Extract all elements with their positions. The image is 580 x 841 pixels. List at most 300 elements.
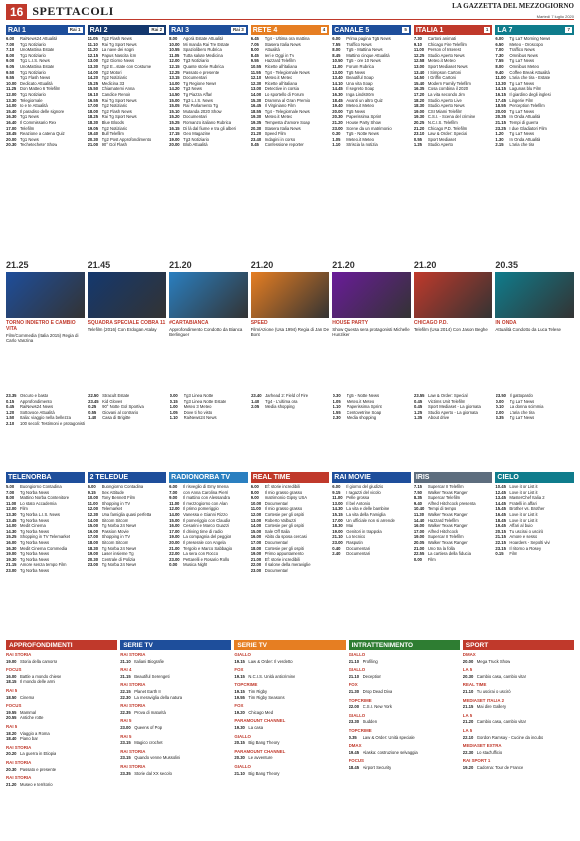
schedule-time: 12.25 <box>169 69 180 75</box>
schedule-title: La guerra in Etiopia <box>20 751 57 757</box>
schedule-title: Magico crochet <box>134 740 163 746</box>
spotlight-subtitle: Telefilm (Usa 2014) Con Jason Beghe <box>413 327 488 332</box>
schedule-time: 19.40 <box>332 103 343 109</box>
schedule-time: 15.40 <box>6 108 17 114</box>
schedule-time: 20.15 <box>234 740 245 746</box>
schedule-title: Forum Rubrica <box>346 63 374 69</box>
schedule-title: Big Bang Theory <box>248 740 280 746</box>
schedule-time: 15.25 <box>87 80 99 86</box>
schedule-time: 14.40 <box>413 517 425 523</box>
schedule-title: Il bel Antonio <box>346 500 371 506</box>
schedule-title: Telemarket <box>101 506 123 512</box>
schedule-title: Ricette all'italiana <box>264 80 298 86</box>
channel-column <box>332 472 411 632</box>
schedule-title: Paperissima Sprint <box>346 404 382 410</box>
schedule-time: 1.25 <box>414 409 423 415</box>
schedule-item <box>6 751 117 757</box>
category-channel: RAI STORIA <box>120 682 146 688</box>
schedule-title: La vita secondo Jim <box>427 91 465 97</box>
channel-column <box>332 25 411 245</box>
schedule-title: Tempesta d'amore Soap <box>264 119 310 125</box>
schedule-title: Meteo.it Meteo <box>264 114 293 120</box>
schedule-title: Traffico News <box>509 47 535 53</box>
schedule-list <box>349 704 460 710</box>
category-channel: RAI STORIA <box>120 763 146 769</box>
category-column <box>234 640 345 838</box>
schedule-title: Stasera Italia News <box>264 41 301 47</box>
channel-column <box>6 25 85 245</box>
schedule-item <box>6 695 117 701</box>
schedule-time: 16.00 <box>169 523 180 529</box>
category-channel: LA 5 <box>462 712 473 718</box>
schedule-title: con Anna Carolina Pierri <box>183 489 229 495</box>
schedule-list <box>6 659 117 665</box>
schedule-title: Tg Norba News <box>20 528 50 534</box>
schedule-time: 15.30 <box>250 97 262 103</box>
schedule-time: 7.50 <box>413 489 422 495</box>
schedule-time: 18.50 <box>6 694 17 700</box>
schedule-title: Supercar Telefilm <box>427 495 461 501</box>
schedule-time: 19.00 <box>6 658 17 664</box>
channel-column <box>251 25 330 245</box>
schedule-title: Quando venne Mussolini <box>134 755 181 761</box>
schedule-time: 18.45 <box>6 131 17 137</box>
spotlight-card <box>251 260 330 390</box>
schedule-title: 90° Gol Flash <box>101 142 127 148</box>
schedule-time: 0.00 <box>169 393 178 398</box>
schedule-time: 20.55 <box>6 715 17 721</box>
category-section <box>463 682 574 694</box>
schedule-title: Lo tecnico <box>346 534 366 540</box>
schedule-time: 1.10 <box>332 404 341 410</box>
channel-name: RADIONORBA TV <box>171 474 230 481</box>
schedule-title: La sera con Rocco <box>183 551 219 557</box>
schedule-list <box>463 674 574 680</box>
category-body <box>349 652 460 838</box>
schedule-list <box>332 484 411 632</box>
schedule-time: 23.00 <box>332 125 343 131</box>
schedule-time: 8.00 <box>6 52 15 58</box>
schedule-title: Mega Truck Show <box>476 658 511 664</box>
schedule-title: Chiamatemi Anna <box>101 86 135 92</box>
schedule-title: Tg5 - Notte News <box>346 393 380 398</box>
category-body <box>6 652 117 838</box>
schedule-time: 22.50 <box>88 393 99 398</box>
schedule-time: 18.00 <box>87 539 99 545</box>
spotlight-time: 21.20 <box>332 260 355 270</box>
schedule-time: 20.25 <box>413 119 425 125</box>
spotlight-image <box>495 272 574 318</box>
schedule-title: Il preserale con Angela <box>183 539 226 545</box>
schedule-title: Ef: storie incredibili <box>264 556 300 562</box>
schedule-list <box>6 674 117 685</box>
category-section <box>349 667 460 679</box>
schedule-title: Lo sportello di Forum <box>264 91 305 97</box>
schedule-title: Reazione a catena Quiz <box>20 131 65 137</box>
schedule-time: 19.55 <box>6 709 17 715</box>
schedule-item <box>496 415 574 421</box>
schedule-time: 22.10 <box>462 734 474 740</box>
schedule-time: 20.00 <box>495 108 506 114</box>
schedule-time: 13.45 <box>495 495 506 501</box>
schedule-time: 11.00 <box>250 506 261 512</box>
schedule-time: 10.50 <box>332 58 343 64</box>
channel-column-late <box>251 392 329 467</box>
schedule-time: 8.00 <box>6 495 15 501</box>
schedule-time: 18.30 <box>332 523 343 529</box>
schedule-time: 11.05 <box>169 52 180 58</box>
category-section <box>234 749 345 761</box>
schedule-time: 23.30 <box>348 719 360 725</box>
category-section <box>463 667 574 679</box>
schedule-item <box>6 568 85 574</box>
category-channel: PARAMOUNT CHANNEL <box>234 718 286 724</box>
schedule-time: 12.00 <box>87 506 99 512</box>
spotlight-image <box>88 272 167 318</box>
schedule-time: 13.30 <box>6 97 17 103</box>
schedule-title: Tg La7 News <box>509 108 535 114</box>
schedule-title: Meteo.it Meteo <box>264 75 293 81</box>
schedule-time: 16.30 <box>6 114 17 120</box>
schedule-list <box>349 719 460 725</box>
schedule-time: 19.15 <box>234 658 245 664</box>
schedule-time: 18.25 <box>87 114 99 120</box>
schedule-item <box>349 689 460 695</box>
schedule-list <box>333 393 411 467</box>
masthead-name: LA GAZZETTA DEL MEZZOGIORNO <box>452 2 574 10</box>
schedule-title: Stracult Estate <box>102 393 130 398</box>
schedule-time: 21.20 <box>6 781 17 787</box>
schedule-title: Stasera Italia News <box>264 125 301 131</box>
schedule-time: 20.30 <box>6 766 17 772</box>
schedule-title: Law & Order: Il verdetto <box>248 658 293 664</box>
schedule-item <box>234 755 345 761</box>
schedule-title: Rai Parlamento Tg <box>183 103 218 109</box>
channel-header <box>6 472 85 483</box>
schedule-title: Studio Aperto Live <box>427 97 462 103</box>
schedule-time: 7.00 <box>6 489 15 495</box>
schedule-title: Love it or List it <box>509 517 538 523</box>
category-channel: GIALLO <box>234 652 251 657</box>
schedule-title: Tg2 Notiziario <box>101 103 128 109</box>
schedule-time: 21.30 <box>348 688 360 694</box>
schedule-item <box>463 704 574 710</box>
spotlight-title: HOUSE PARTY <box>332 320 369 326</box>
schedule-title: Tg2 Giorno News <box>101 58 135 64</box>
schedule-list <box>88 484 167 632</box>
channel-column <box>495 472 574 632</box>
schedule-title: Le avventure <box>248 755 273 761</box>
schedule-time: 21.10 <box>332 534 343 540</box>
schedule-title: Striscia la notizia <box>346 142 378 148</box>
categories <box>6 640 574 838</box>
schedule-title: Tg2 Notiziario <box>101 125 128 131</box>
schedule-time: 21.00 <box>169 545 180 551</box>
channel-name: LA 7 <box>497 26 513 34</box>
schedule-list <box>234 689 345 700</box>
schedule-title: Tg2 E...state con Costume <box>101 63 152 69</box>
category-channel: TOPCRIME <box>234 682 258 688</box>
schedule-time: 13.00 <box>332 500 343 506</box>
schedule-time: 8.00 <box>169 36 178 41</box>
schedule-time: 0.00 <box>169 562 178 568</box>
schedule-title: Person of Interest <box>427 47 461 53</box>
schedule-time: 8.45 <box>250 52 259 58</box>
schedule-title: Bull Telefilm <box>101 131 124 137</box>
schedule-list <box>463 704 574 710</box>
schedule-item <box>349 765 460 771</box>
schedule-title: Meteo.it Meteo <box>346 136 374 142</box>
schedule-time: 9.40 <box>413 500 422 506</box>
schedule-time: 20.30 <box>250 125 262 131</box>
schedule-title: Attualità <box>264 47 280 53</box>
schedule-time: 10.55 <box>250 63 262 69</box>
schedule-title: Il paradiso delle signore <box>20 108 65 114</box>
schedule-title: Pettarelli e Rosario Rollo <box>183 556 230 562</box>
schedule-title: Il ritorno a Rosey <box>509 545 542 551</box>
category-section <box>463 743 574 755</box>
schedule-list <box>6 484 85 632</box>
section-title: SPETTACOLI <box>32 4 114 18</box>
schedule-time: 7.55 <box>332 41 341 47</box>
schedule-time: 19.35 <box>250 119 262 125</box>
category-channel: DMAX <box>462 652 476 657</box>
schedule-time: 0.25 <box>88 404 97 410</box>
category-header: SERIE TV <box>234 640 345 650</box>
spotlight-card <box>6 260 85 390</box>
schedule-title: House Party Show <box>346 119 381 125</box>
schedule-title: Uno tra la folla <box>427 545 455 551</box>
schedule-time: 15.00 <box>169 97 180 103</box>
schedule-list <box>414 484 493 632</box>
category-channel: RAI STORIA <box>6 744 32 750</box>
category-channel: LA 5 <box>462 667 473 673</box>
schedule-time: 12.00 <box>6 91 17 97</box>
schedule-time: 9.00 <box>6 58 15 64</box>
schedule-title: 100 secoli: Testimoni e protagonisti <box>20 420 86 426</box>
schedule-time: 16.00 <box>6 539 17 545</box>
schedule-title: Rasputin <box>346 539 363 545</box>
schedule-title: Tim Rigby <box>248 688 268 694</box>
schedule-item <box>333 415 411 421</box>
channel-header <box>332 25 411 35</box>
schedule-title: Approfondimento <box>20 398 52 404</box>
schedule-title: Ricette all'italiana <box>264 63 298 69</box>
schedule-time: 0.15 <box>6 398 15 404</box>
schedule-time: 7.10 <box>6 47 15 53</box>
schedule-list <box>234 740 345 746</box>
schedule-title: Viaggio a Roma <box>20 730 50 736</box>
schedule-time: 19.45 <box>495 523 506 529</box>
schedule-title: Avanti un altro Quiz <box>346 97 383 103</box>
schedule-title: Il mondo delle armi <box>20 679 56 685</box>
schedule-time: 6.00 <box>6 36 15 41</box>
schedule-title: Jarhead 2: Field of Fire <box>265 393 309 398</box>
schedule-time: 22.15 <box>120 688 131 694</box>
schedule-title: Perception Telefilm <box>509 103 545 109</box>
schedule-time: 13.00 <box>413 63 425 69</box>
schedule-item <box>120 695 231 701</box>
schedule-item <box>120 740 231 746</box>
schedule-time: 11.00 <box>495 75 506 81</box>
schedule-time: 14.45 <box>495 500 506 506</box>
schedule-time: 18.15 <box>6 679 17 685</box>
schedule-time: 21.20 <box>413 125 425 131</box>
schedule-time: 14.50 <box>169 91 180 97</box>
schedule-title: Il Virginiano Film <box>264 103 296 109</box>
schedule-item <box>120 659 231 665</box>
schedule-time: 16.45 <box>250 103 262 109</box>
schedule-title: Prova di maturità <box>134 709 166 715</box>
schedule-title: Walker Texas Ranger <box>427 539 468 545</box>
channel-column <box>414 25 493 245</box>
category-channel: REAL TIME <box>462 682 487 688</box>
category-channel: TOPCRIME <box>348 727 372 733</box>
schedule-time: 15.00 <box>169 517 180 523</box>
schedule-list <box>234 755 345 761</box>
category-section <box>6 745 117 757</box>
schedule-time: 17.00 <box>87 534 99 540</box>
schedule-title: Romanzo italiano Rubrica <box>183 119 232 125</box>
schedule-title: Rai Tg Sport News <box>101 41 137 47</box>
schedule-title: Italia: viaggio nella bellezza <box>20 415 71 421</box>
schedule-title: L'aria che tira - Estate <box>509 75 551 81</box>
schedule-title: Beautiful Serengeti <box>134 673 170 679</box>
grid-bottom <box>6 472 574 632</box>
schedule-title: I Griffin Cartoni <box>427 75 456 81</box>
schedule-time: 12.00 <box>250 511 262 517</box>
schedule-item <box>349 659 460 665</box>
category-section <box>120 652 231 664</box>
channel-name: REAL TIME <box>252 474 291 481</box>
schedule-list <box>251 484 330 632</box>
schedule-title: Sitcom Sitcom <box>101 539 129 545</box>
schedule-time: 21.10 <box>462 688 474 694</box>
schedule-time: 22.15 <box>495 539 506 545</box>
category-channel: RAI STORIA <box>120 748 146 754</box>
category-channel: MEDIASET EXTRA <box>462 743 502 749</box>
schedule-item <box>6 767 117 773</box>
category-channel: FOX <box>234 667 244 673</box>
schedule-time: 0.45 <box>250 142 259 148</box>
schedule-item <box>332 142 411 148</box>
channel-logo: 1 <box>485 27 489 32</box>
masthead <box>452 2 574 21</box>
category-channel: RAI STORIA <box>6 775 32 781</box>
spotlight-title: SPEED <box>250 320 268 326</box>
category-channel: DMAX <box>348 743 362 749</box>
schedule-title: Scene da un matrimonio <box>346 125 392 131</box>
schedule-title: Big Bang Theory <box>248 770 280 776</box>
schedule-time: 20.00 <box>169 539 180 545</box>
schedule-list <box>120 740 231 746</box>
schedule-title: Shopping in TV Telemarket <box>20 534 71 540</box>
schedule-title: About drive <box>428 415 450 421</box>
spotlight-time: 21.20 <box>169 260 192 270</box>
category-section <box>6 652 117 664</box>
schedule-title: Meteo.it Meteo <box>346 398 375 404</box>
schedule-list <box>251 393 329 467</box>
schedule-time: 6.45 <box>250 36 259 41</box>
schedule-title: Tempi di tempo <box>427 506 457 512</box>
schedule-time: 18.20 <box>413 97 425 103</box>
schedule-title: Chicago Fire Telefilm <box>427 41 467 47</box>
schedule-title: Documentari <box>183 75 207 81</box>
schedule-time: 16.15 <box>495 91 506 97</box>
schedule-title: Dramma al Gran Premio <box>264 97 311 103</box>
schedule-title: Passion Movie <box>101 528 129 534</box>
schedule-title: Hoarders - Sepolti vivi <box>509 539 551 545</box>
category-section <box>349 713 460 725</box>
schedule-time: 14.00 <box>87 69 99 75</box>
schedule-time: 1.55 <box>332 409 341 415</box>
schedule-title: La donna scimmia <box>509 404 544 410</box>
channel-column <box>169 472 248 632</box>
schedule-time: 21.10 <box>348 658 360 664</box>
schedule-title: Lingerie Film <box>509 97 534 103</box>
schedule-title: Beautiful Soap <box>346 75 374 81</box>
schedule-list <box>349 674 460 680</box>
category-section <box>463 758 574 770</box>
category-section <box>120 667 231 679</box>
category-channel: RAI STORIA <box>6 759 32 765</box>
schedule-title: C.S.I. - Scena del crimine <box>427 114 476 120</box>
schedule-list <box>463 750 574 756</box>
schedule-list <box>169 36 248 245</box>
schedule-item <box>251 404 329 410</box>
schedule-title: Law & Order: Unità speciale <box>362 734 415 740</box>
spotlight-title: #CARTABIANCA <box>169 320 209 326</box>
schedule-item <box>234 659 345 665</box>
schedule-title: UnoMattina Estate <box>20 63 55 69</box>
schedule-time: 10.00 <box>169 41 180 47</box>
schedule-title: Drop Dead Diva <box>362 688 393 694</box>
schedule-title: RaiNews24 News <box>183 415 217 421</box>
channel-header <box>332 472 411 483</box>
schedule-title: Studio Aperto <box>427 142 453 148</box>
schedule-title: La vita della Famiglia <box>346 511 386 517</box>
schedule-item <box>349 750 460 756</box>
schedule-time: 13.00 <box>250 86 262 92</box>
schedule-time: 2.00 <box>495 409 504 415</box>
schedule-title: Antiche rotte <box>20 715 44 721</box>
schedule-title: Tg1 Notiziario <box>20 41 46 47</box>
schedule-title: Techetechete' Show <box>20 142 58 148</box>
schedule-list <box>332 36 411 245</box>
schedule-item <box>120 725 231 731</box>
schedule-time: 21.20 <box>332 119 343 125</box>
schedule-title: Telefilm <box>20 125 35 131</box>
schedule-title: 90° Notte Gol Sportiva <box>102 404 144 410</box>
schedule-title: Tg1 L.I.S. News <box>20 58 50 64</box>
schedule-list <box>496 393 574 467</box>
schedule-title: Victims Unit Telefilm <box>428 398 466 404</box>
schedule-time: 6.00 <box>87 484 96 489</box>
schedule-title: Tg Norba L.I.S. News <box>20 511 61 517</box>
schedule-title: Blob Attualità <box>183 142 208 148</box>
schedule-title: Un ufficiale non si arrende <box>346 517 395 523</box>
schedule-list <box>170 393 248 467</box>
schedule-title: Tg3 Linea Notte Estate <box>183 398 227 404</box>
schedule-title: Tg Norba News <box>20 551 50 557</box>
channel-name: ITALIA 1 <box>415 26 444 34</box>
schedule-time: 7.00 <box>495 47 504 53</box>
schedule-title: Lo stad'ufficio <box>476 749 503 755</box>
masthead-date: Martedì 7 luglio 2020 <box>536 14 574 19</box>
channel-column <box>414 472 493 632</box>
schedule-time: 14.45 <box>332 86 343 92</box>
category-section <box>6 760 117 772</box>
